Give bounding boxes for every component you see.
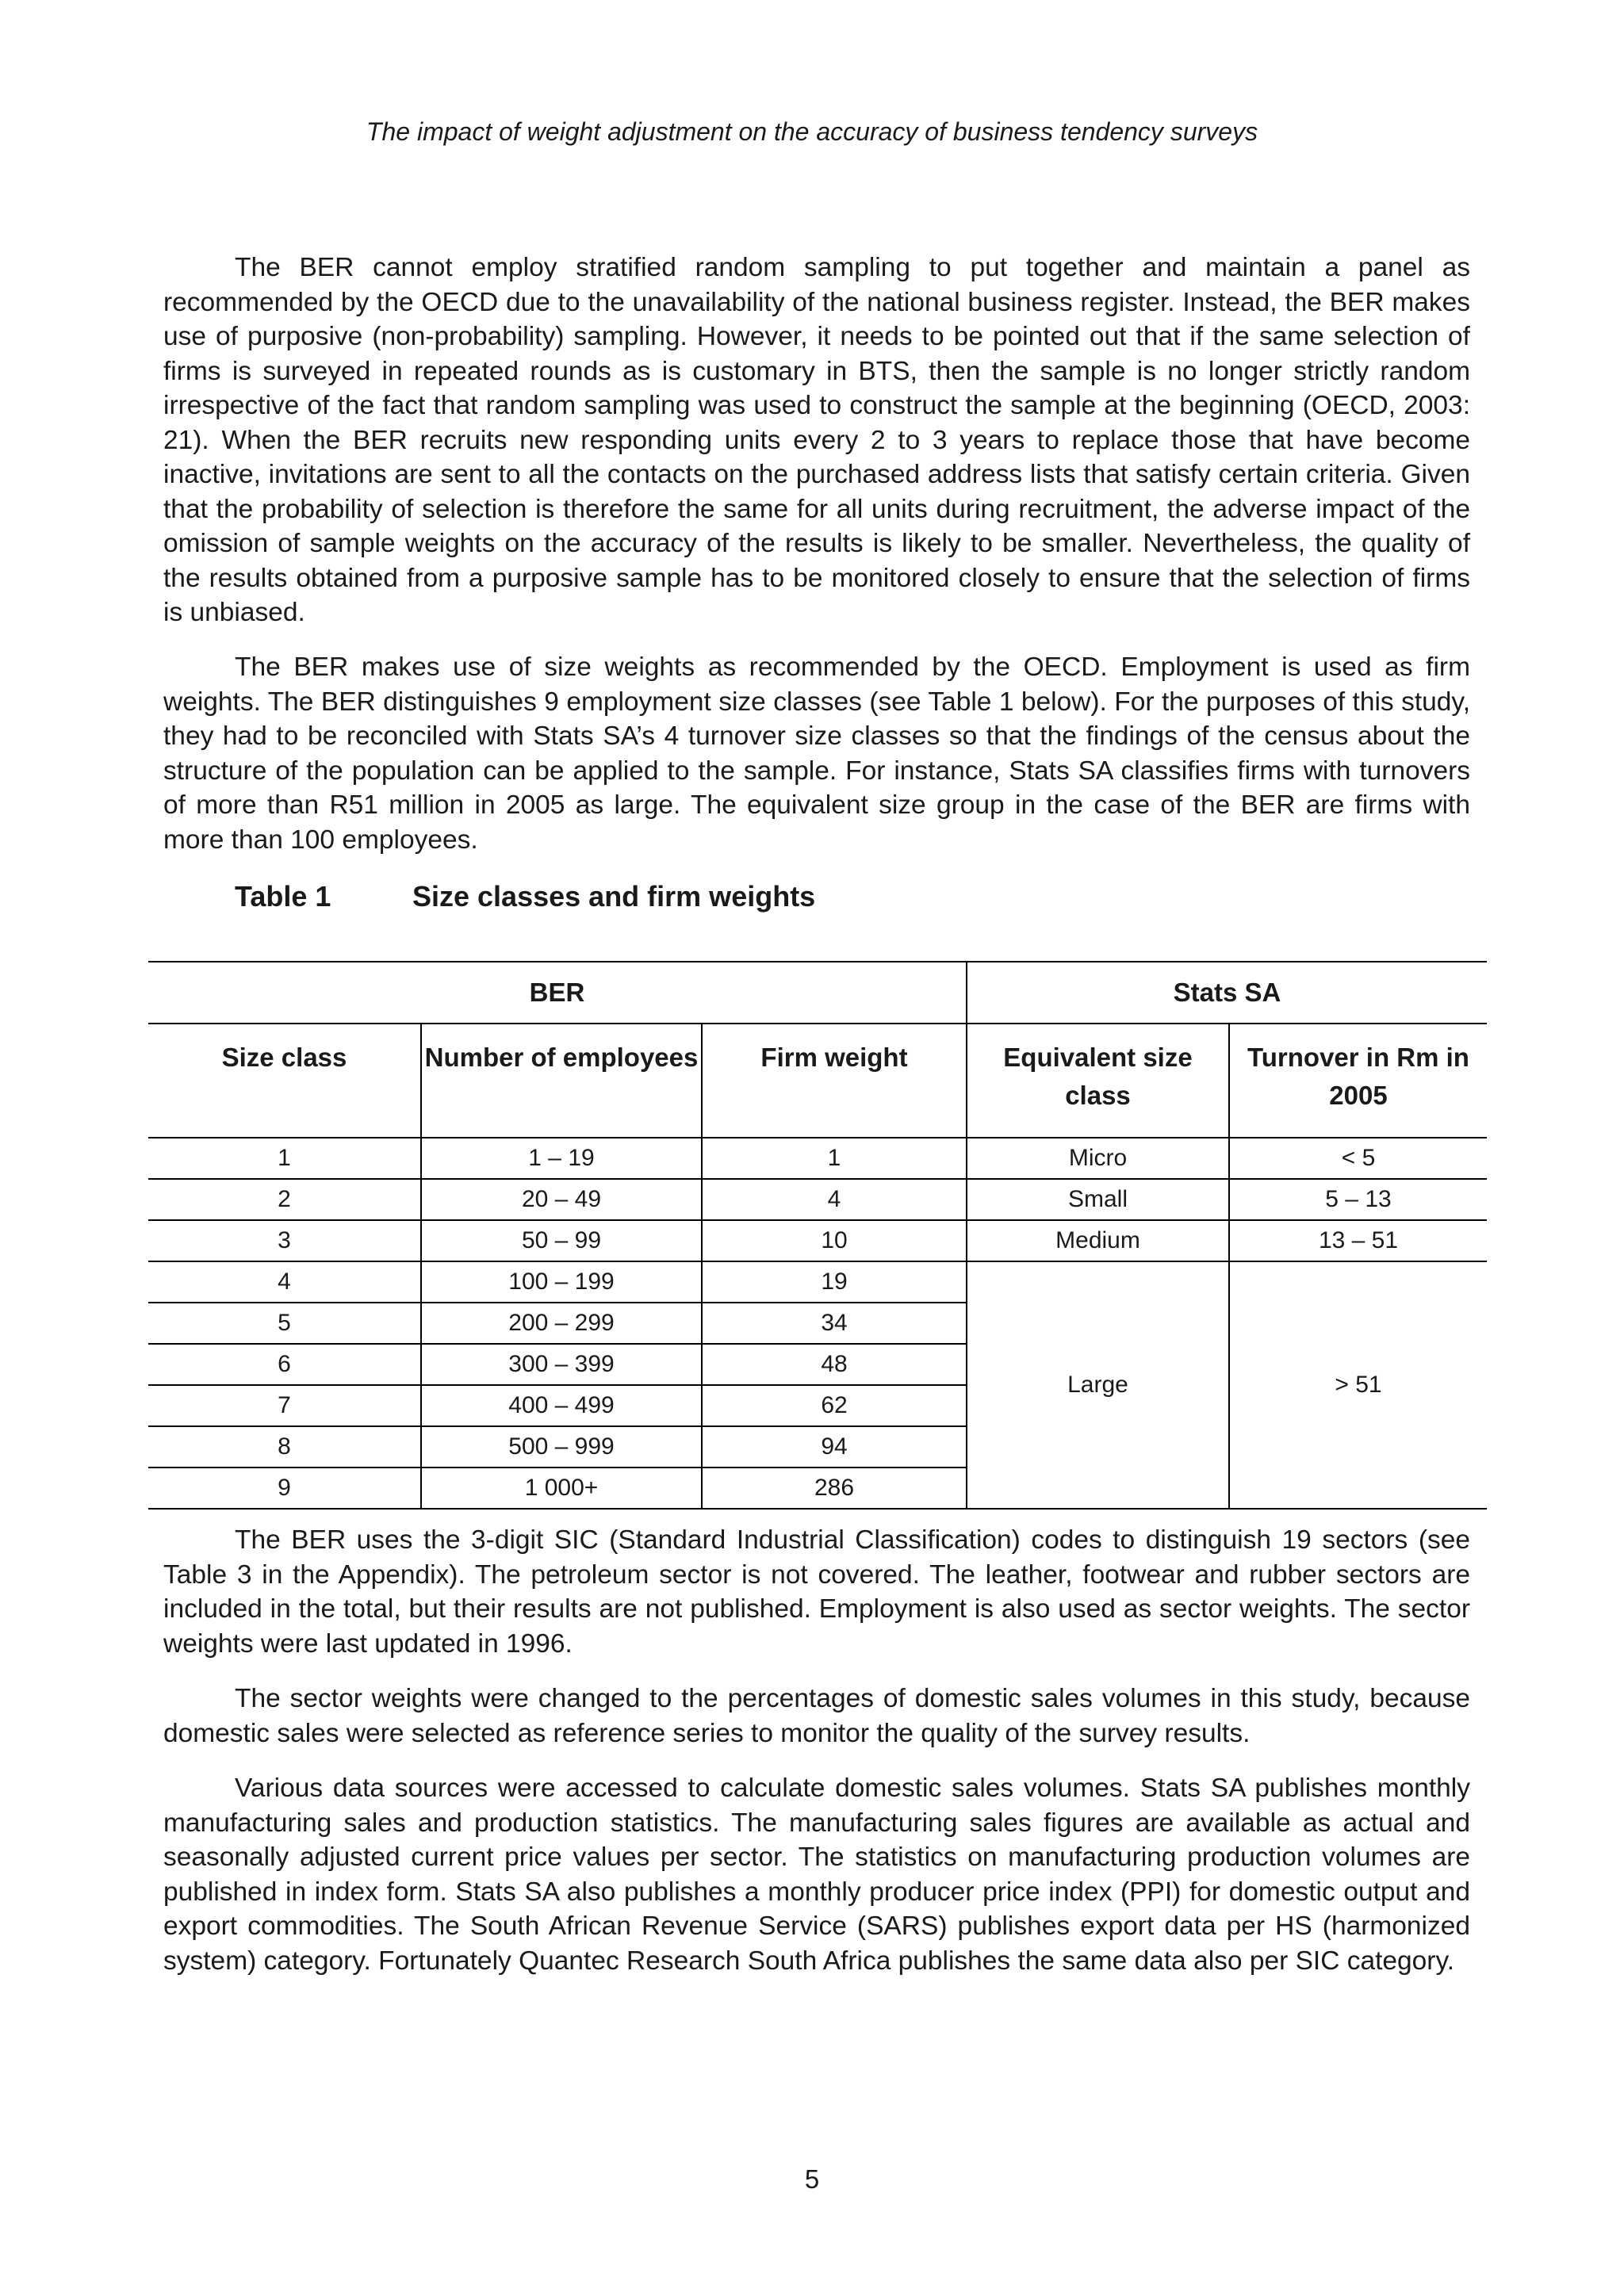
column-header: Turnover in Rm in 2005 [1229,1024,1487,1138]
table-cell: 2 [148,1179,421,1220]
table-cell: 7 [148,1385,421,1426]
table-cell: 4 [148,1261,421,1303]
table-cell: 19 [702,1261,967,1303]
table-row [148,1179,1487,1220]
table-cell: 50 – 99 [421,1220,702,1261]
table-cell: Medium [967,1220,1229,1261]
table-cell: 9 [148,1468,421,1509]
merged-cell-equivalent-class: Large [967,1261,1229,1509]
table-cell: 200 – 299 [421,1303,702,1344]
column-header: Size class [148,1024,421,1138]
column-header: Equivalent size class [967,1024,1229,1138]
paragraph-1: The BER cannot employ stratified random sampling to put together and maintain a panel as recommended by the OECD due to the unavailability of the national business register. Instead, the BER makes use of purposive (non-probability) sampling. However, it needs to be pointed out that if the same selection of firms is surveyed in repeated rounds as is customary in BTS, then the sample is no longer strictly random irrespective of the fact that random sampling was used to construct the sample at the beginning (OECD, 2003: 21). When the BER recruits new responding units every 2 to 3 years to replace those that have become inactive, invitations are sent to all the contacts on the purchased address lists that satisfy certain criteria. Given that the probability of selection is therefore the same for all units during recruitment, the adverse impact of the omission of sample weights on the accuracy of the results is likely to be smaller. Nevertheless, the quality of the results obtained from a purposive sample has to be monitored closely to ensure that the selection of firms is unbiased. [163,253,1470,627]
table-cell: 286 [702,1468,967,1509]
table-row [148,1220,1487,1261]
table-cell: < 5 [1229,1138,1487,1179]
table-cell: 5 – 13 [1229,1179,1487,1220]
group-header-ber: BER [148,962,967,1024]
table-cell: 62 [702,1385,967,1426]
table-cell: 10 [702,1220,967,1261]
table-cell: 3 [148,1220,421,1261]
merged-cell-turnover: > 51 [1229,1261,1487,1509]
table-cell: 8 [148,1426,421,1468]
table-caption [235,880,816,913]
table-label: Table 1 [235,880,331,913]
table-cell: 300 – 399 [421,1344,702,1385]
table-cell: 100 – 199 [421,1261,702,1303]
table-cell: 94 [702,1426,967,1468]
paragraph-5: Various data sources were accessed to calculate domestic sales volumes. Stats SA publishes monthly manufacturing sales and production statistics. The manufacturing sales figures are available as actual and seasonally adjusted current price values per sector. The statistics on manufacturing production volumes are published in index form. Stats SA also publishes a monthly producer price index (PPI) for domestic output and export commodities. The South African Revenue Service (SARS) publishes export data per HS (harmonized system) category. Fortunately Quantec Research South Africa publishes the same data also per SIC category. [163,1774,1470,1976]
table-cell: 500 – 999 [421,1426,702,1468]
table-row [148,1138,1487,1179]
column-header: Firm weight [702,1024,967,1138]
table-cell: 4 [702,1179,967,1220]
group-header-stats-sa: Stats SA [967,962,1487,1024]
page-number: 5 [804,2164,820,2194]
table-cell: 13 – 51 [1229,1220,1487,1261]
column-header: Number of employees [421,1024,702,1138]
table-title: Size classes and firm weights [412,880,816,913]
paragraph-2: The BER makes use of size weights as recommended by the OECD. Employment is used as firm weights. The BER distinguishes 9 employment size classes (see Table 1 below). For the purposes of this study, they had to be reconciled with Stats SA’s 4 turnover size classes so that the findings of the census about the structure of the population can be applied to the sample. For instance, Stats SA classifies firms with turnovers of more than R51 million in 2005 as large. The equivalent size group in the case of the BER are firms with more than 100 employees. [163,652,1470,855]
table-cell: 20 – 49 [421,1179,702,1220]
table-cell: 1 [702,1138,967,1179]
running-header: The impact of weight adjustment on the accuracy of business tendency surveys [366,117,1258,146]
table-cell: 34 [702,1303,967,1344]
paragraph-4: The sector weights were changed to the percentages of domestic sales volumes in this study, because domestic sales were selected as reference series to monitor the quality of the survey results. [163,1684,1470,1748]
table-cell: 1 [148,1138,421,1179]
paragraph-3: The BER uses the 3-digit SIC (Standard Industrial Classification) codes to distinguish 19 sectors (see Table 3 in the Appendix). The petroleum sector is not covered. The leather, footwear and rubber sectors are included in the total, but their results are not published. Employment is also used as sector weights. The sector weights were last updated in 1996. [163,1525,1470,1659]
table-cell: Micro [967,1138,1229,1179]
table-cell: 400 – 499 [421,1385,702,1426]
size-classes-table [148,961,1487,1510]
table-cell: 1 000+ [421,1468,702,1509]
table-row [148,1261,1487,1303]
table-cell: 5 [148,1303,421,1344]
table-cell: 1 – 19 [421,1138,702,1179]
table-cell: 48 [702,1344,967,1385]
table-cell: 6 [148,1344,421,1385]
table-cell: Small [967,1179,1229,1220]
